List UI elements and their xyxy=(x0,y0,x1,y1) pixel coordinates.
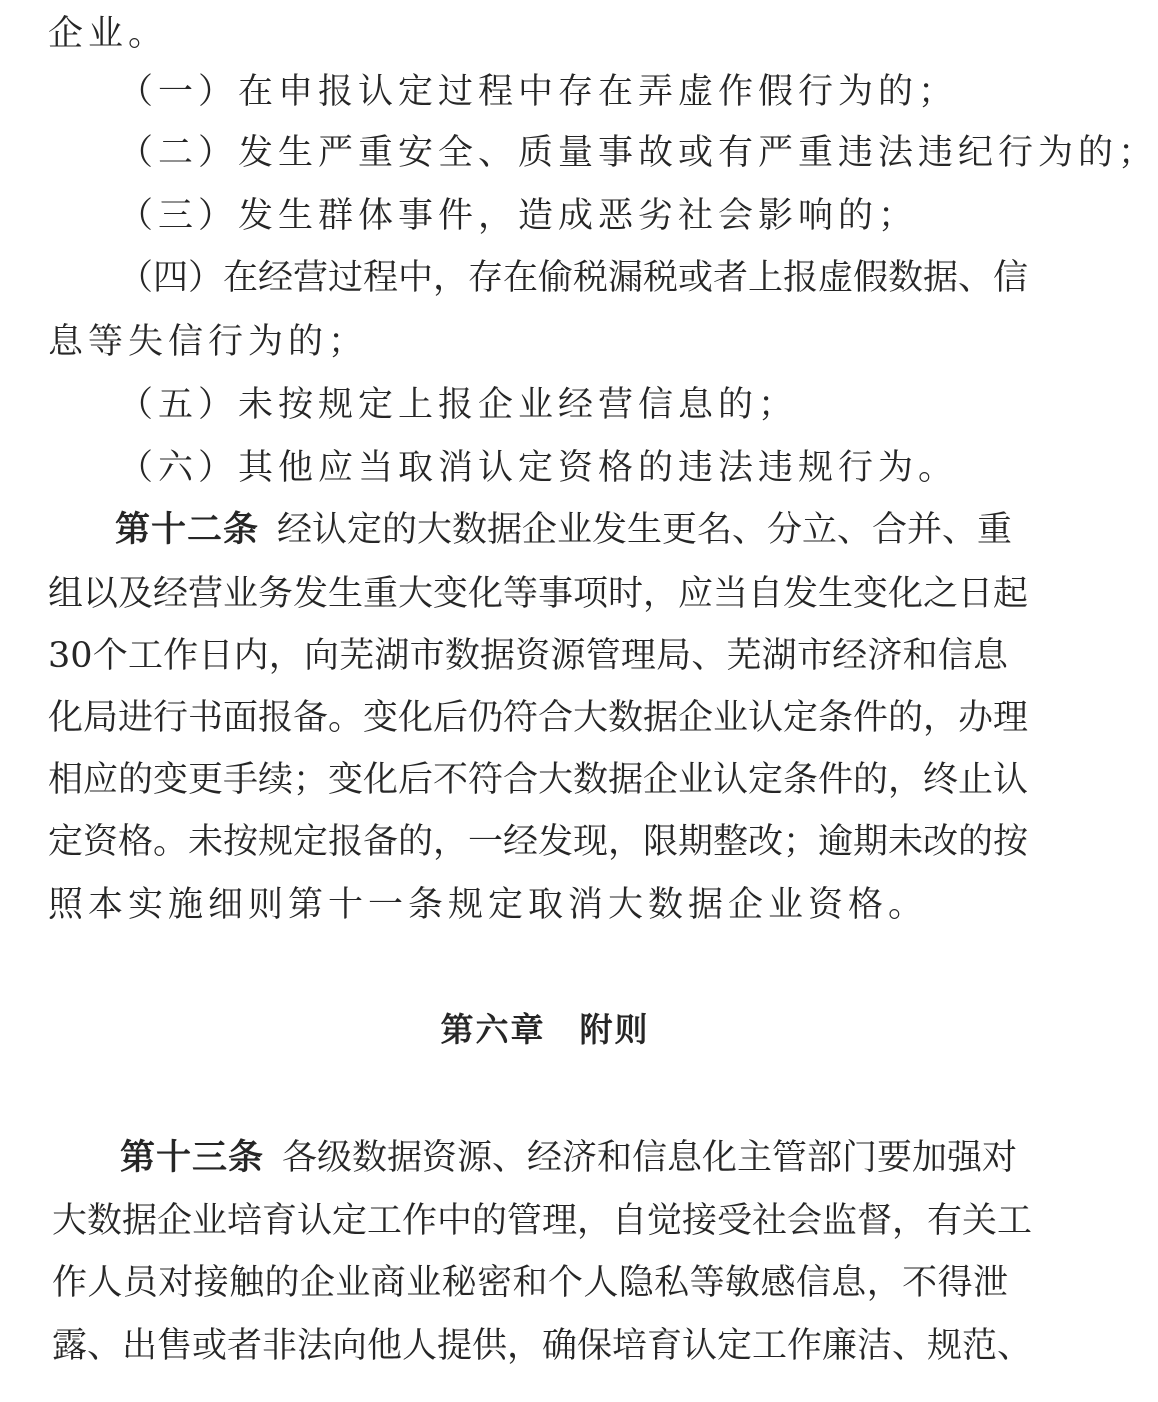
article-12-text: 经认定的大数据企业发生更名、分立、合并、重 xyxy=(277,510,1013,550)
article-12-line: 组以及经营业务发生重大变化等事项时，应当自发生变化之日起 xyxy=(48,574,1029,614)
article-12-line: 相应的变更手续；变化后不符合大数据企业认定条件的，终止认 xyxy=(48,760,1029,800)
article-13-heading: 第十三条 xyxy=(120,1138,265,1178)
list-item-3: （三）发生群体事件，造成恶劣社会影响的； xyxy=(118,196,919,236)
paragraph-line: 企业。 xyxy=(48,14,169,54)
chapter-number: 第六章 xyxy=(440,1010,546,1049)
article-12-line: 照本实施细则第十一条规定取消大数据企业资格。 xyxy=(48,885,929,925)
article-12-line: 30个工作日内，向芜湖市数据资源管理局、芜湖市经济和信息 xyxy=(48,636,1008,676)
article-13-line: 作人员对接触的企业商业秘密和个人隐私等敏感信息，不得泄 xyxy=(52,1263,1008,1303)
article-12-first-line xyxy=(115,508,1013,552)
chapter-heading xyxy=(0,1008,1080,1052)
article-13-first-line xyxy=(120,1136,1018,1180)
chapter-title: 附则 xyxy=(579,1010,650,1049)
list-item-4-continued: 息等失信行为的； xyxy=(48,322,369,362)
list-item-1: （一）在申报认定过程中存在弄虚作假行为的； xyxy=(118,72,959,112)
list-item-2: （二）发生严重安全、质量事故或有严重违法违纪行为的； xyxy=(118,133,1158,173)
article-12-line: 定资格。未按规定报备的，一经发现，限期整改；逾期未改的按 xyxy=(48,822,1029,862)
list-item-6: （六）其他应当取消认定资格的违法违规行为。 xyxy=(118,448,959,488)
article-13-text: 各级数据资源、经济和信息化主管部门要加强对 xyxy=(282,1138,1018,1178)
list-item-5: （五）未按规定上报企业经营信息的； xyxy=(118,385,799,425)
article-13-line: 大数据企业培育认定工作中的管理，自觉接受社会监督，有关工 xyxy=(52,1201,1033,1241)
article-13-line: 露、出售或者非法向他人提供，确保培育认定工作廉洁、规范、 xyxy=(52,1326,1033,1366)
article-12-heading: 第十二条 xyxy=(115,510,260,550)
article-12-line: 化局进行书面报备。变化后仍符合大数据企业认定条件的，办理 xyxy=(48,698,1029,738)
list-item-4: （四）在经营过程中，存在偷税漏税或者上报虚假数据、信 xyxy=(118,258,1029,298)
